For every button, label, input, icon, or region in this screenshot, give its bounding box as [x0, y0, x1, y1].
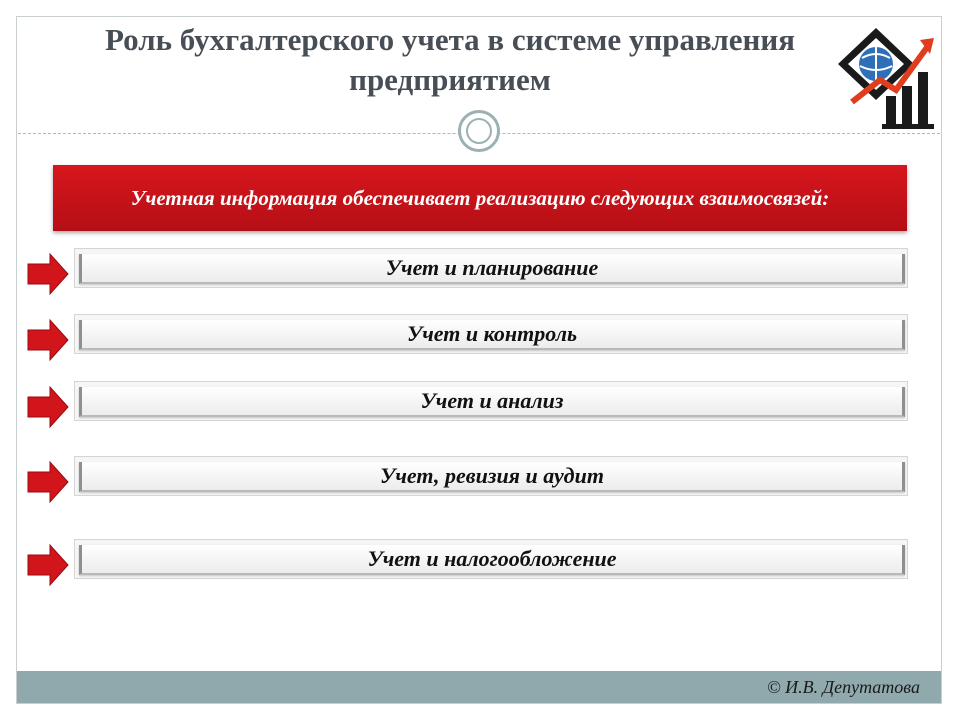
item-label: Учет и контроль	[79, 320, 905, 350]
item-label: Учет и анализ	[79, 387, 905, 417]
arrow-right-icon	[26, 460, 70, 504]
logo-icon	[832, 24, 940, 132]
slide-title: Роль бухгалтерского учета в системе управления предприятием	[104, 22, 795, 97]
item-label: Учет и планирование	[79, 254, 905, 284]
arrow-right-icon	[26, 385, 70, 429]
item-label: Учет и налогообложение	[79, 545, 905, 575]
arrow-right-icon	[26, 543, 70, 587]
item-label: Учет, ревизия и аудит	[79, 462, 905, 492]
divider-ornament	[458, 110, 500, 152]
arrow-right-icon	[26, 318, 70, 362]
list-item	[26, 248, 910, 298]
arrow-right-icon	[26, 252, 70, 296]
list-item	[26, 539, 910, 589]
list-item	[26, 381, 910, 431]
intro-banner: Учетная информация обеспечивает реализацию следующих взаимосвязей:	[53, 165, 907, 231]
list-item	[26, 456, 910, 506]
list-item	[26, 314, 910, 364]
copyright-text: © И.В. Депутатова	[766, 677, 920, 697]
